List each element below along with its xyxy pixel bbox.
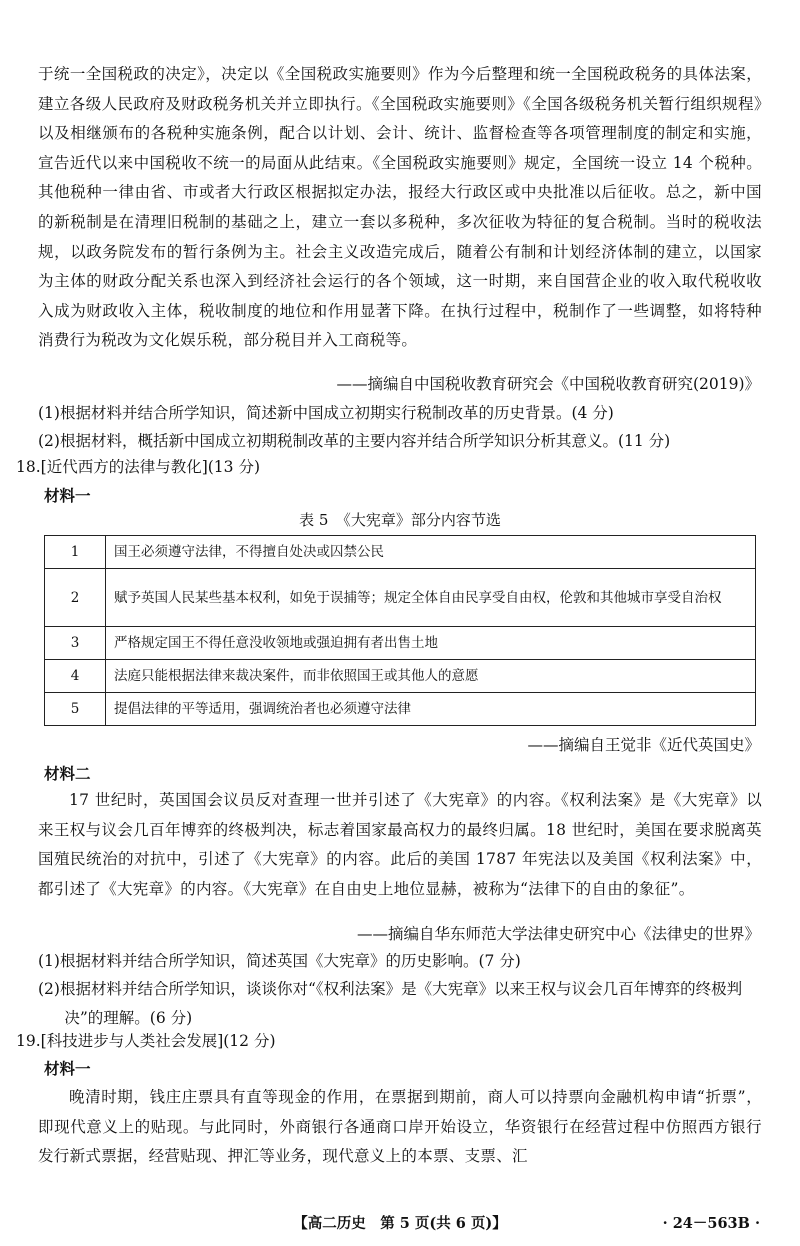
intro-paragraph: 于统一全国税政的决定》，决定以《全国税政实施要则》作为今后整理和统一全国税政税务的具体法案，建立各级人民政府及财政税务机关并立即执行。《全国税政实施要则》《全国各级税务机关暂行组织规程》以及相继颁布的各税种实施条例，配合以计划、会计、统计、监督检查等各项管理制度的制定和实施，宣告近代以来中国税收不统一的局面从此结束。《全国税政实施要则》规定，全国统一设立 14 个税种。其他税种一律由省、市或者大行政区根据拟定办法，报经大行政区或中央批准以后征收。总之，新中国的新税制是在清理旧税制的基础之上，建立一套以多税种，多次征收为特征的复合税制。当时的税收法规，以政务院发布的暂行条例为主。社会主义改造完成后，随着公有制和计划经济体制的建立，以国家为主体的财政分配关系也深入到经济社会运行的各个领域，这一时期，来自国营企业的收入取代税收收入成为财政收入主体，税收制度的地位和作用显著下降。在执行过程中，税制作了一些调整，如将特种消费行为税改为文化娱乐税，部分税目并入工商税等。 bbox=[38, 65, 762, 350]
row-text: 提倡法律的平等适用，强调统治者也必须遵守法律 bbox=[106, 693, 756, 726]
q19-header: 19.[科技进步与人类社会发展](12 分) bbox=[16, 1032, 276, 1050]
intro-question-2: (2)根据材料，概括新中国成立初期税制改革的主要内容并结合所学知识分析其意义。(11 分) bbox=[38, 432, 671, 450]
magna-carta-table bbox=[44, 535, 756, 726]
q18-question-2: (2)根据材料并结合所学知识，谈谈你对“《权利法案》是《大宪章》以来王权与议会几百年博弈的终极判决”的理解。(6 分) bbox=[38, 980, 743, 1027]
row-number: 2 bbox=[45, 569, 106, 627]
row-text: 国王必须遵守法律，不得擅自处决或囚禁公民 bbox=[106, 536, 756, 569]
q19-material-1-label: 材料一 bbox=[44, 1059, 91, 1078]
table-row bbox=[45, 627, 756, 660]
row-text: 法庭只能根据法律来裁决案件，而非依照国王或其他人的意愿 bbox=[106, 660, 756, 693]
row-number: 1 bbox=[45, 536, 106, 569]
q18-source-1: ——摘编自王觉非《近代英国史》 bbox=[527, 736, 760, 754]
table-row bbox=[45, 693, 756, 726]
table-row bbox=[45, 536, 756, 569]
footer-exam-code: · 24－563B · bbox=[662, 1215, 760, 1232]
q18-material-2-paragraph: 17 世纪时，英国国会议员反对查理一世并引述了《大宪章》的内容。《权利法案》是《大宪章》以来王权与议会几百年博弈的终极判决，标志着国家最高权力的最终归属。18 世纪时，美国在要求脱离英国殖民统治的对抗中，引述了《大宪章》的内容。此后的美国 1787 年宪法以及美国《权利法案》中，都引述了《大宪章》的内容。《大宪章》在自由史上地位显赫，被称为“法律下的自由的象征”。 bbox=[38, 791, 762, 898]
row-number: 3 bbox=[45, 627, 106, 660]
q19-material-1-paragraph: 晚清时期，钱庄庄票具有直等现金的作用，在票据到期前，商人可以持票向金融机构申请“折票”，即现代意义上的贴现。与此同时，外商银行各通商口岸开始设立，华资银行在经营过程中仿照西方银行发行新式票据，经营贴现、押汇等业务，现代意义上的本票、支票、汇 bbox=[38, 1088, 762, 1166]
q18-question-1: (1)根据材料并结合所学知识，简述英国《大宪章》的历史影响。(7 分) bbox=[38, 952, 521, 970]
row-number: 5 bbox=[45, 693, 106, 726]
row-text: 严格规定国王不得任意没收领地或强迫拥有者出售土地 bbox=[106, 627, 756, 660]
intro-source: ——摘编自中国税收教育研究会《中国税收教育研究(2019)》 bbox=[336, 375, 760, 393]
q18-material-2-label: 材料二 bbox=[44, 764, 91, 783]
table-row bbox=[45, 660, 756, 693]
q18-material-1-label: 材料一 bbox=[44, 486, 91, 505]
table-row bbox=[45, 569, 756, 627]
q18-source-2: ——摘编自华东师范大学法律史研究中心《法律史的世界》 bbox=[356, 925, 760, 943]
row-text: 赋予英国人民某些基本权利，如免于误捕等；规定全体自由民享受自由权，伦敦和其他城市享受自治权 bbox=[106, 569, 756, 627]
footer-page-label: 【高二历史 第 5 页(共 6 页)】 bbox=[293, 1215, 507, 1232]
q18-header: 18.[近代西方的法律与教化](13 分) bbox=[16, 458, 260, 476]
row-number: 4 bbox=[45, 660, 106, 693]
intro-question-1: (1)根据材料并结合所学知识，简述新中国成立初期实行税制改革的历史背景。(4 分) bbox=[38, 404, 614, 422]
q18-table-caption: 表 5 《大宪章》部分内容节选 bbox=[299, 511, 501, 529]
